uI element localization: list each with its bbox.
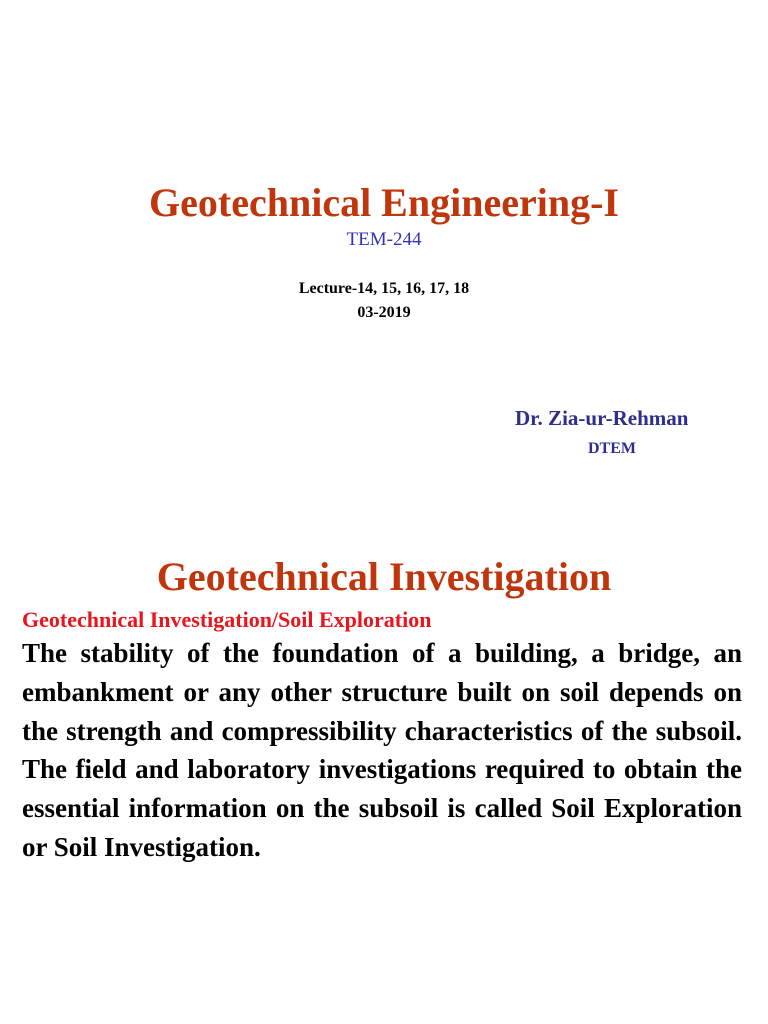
- section-title: Geotechnical Investigation: [156, 554, 612, 599]
- author-department: DTEM: [588, 440, 636, 457]
- course-code: TEM-244: [346, 229, 422, 250]
- author-name: Dr. Zia-ur-Rehman: [515, 406, 689, 430]
- section-subtitle: Geotechnical Investigation/Soil Exploration: [22, 607, 432, 632]
- content-slide: [0, 512, 768, 1024]
- lecture-numbers: Lecture-14, 15, 16, 17, 18: [298, 280, 470, 297]
- course-title: Geotechnical Engineering-I: [149, 180, 619, 225]
- body-paragraph: The stability of the foundation of a building, a bridge, an embankment or any other structure built on soil depends on the strength and compressibility characteristics of the subsoil. The field and laboratory investigations required to obtain the essential information on the subsoil is called Soil Exploration or Soil Investigation.: [22, 638, 742, 862]
- lecture-date: 03-2019: [357, 304, 411, 321]
